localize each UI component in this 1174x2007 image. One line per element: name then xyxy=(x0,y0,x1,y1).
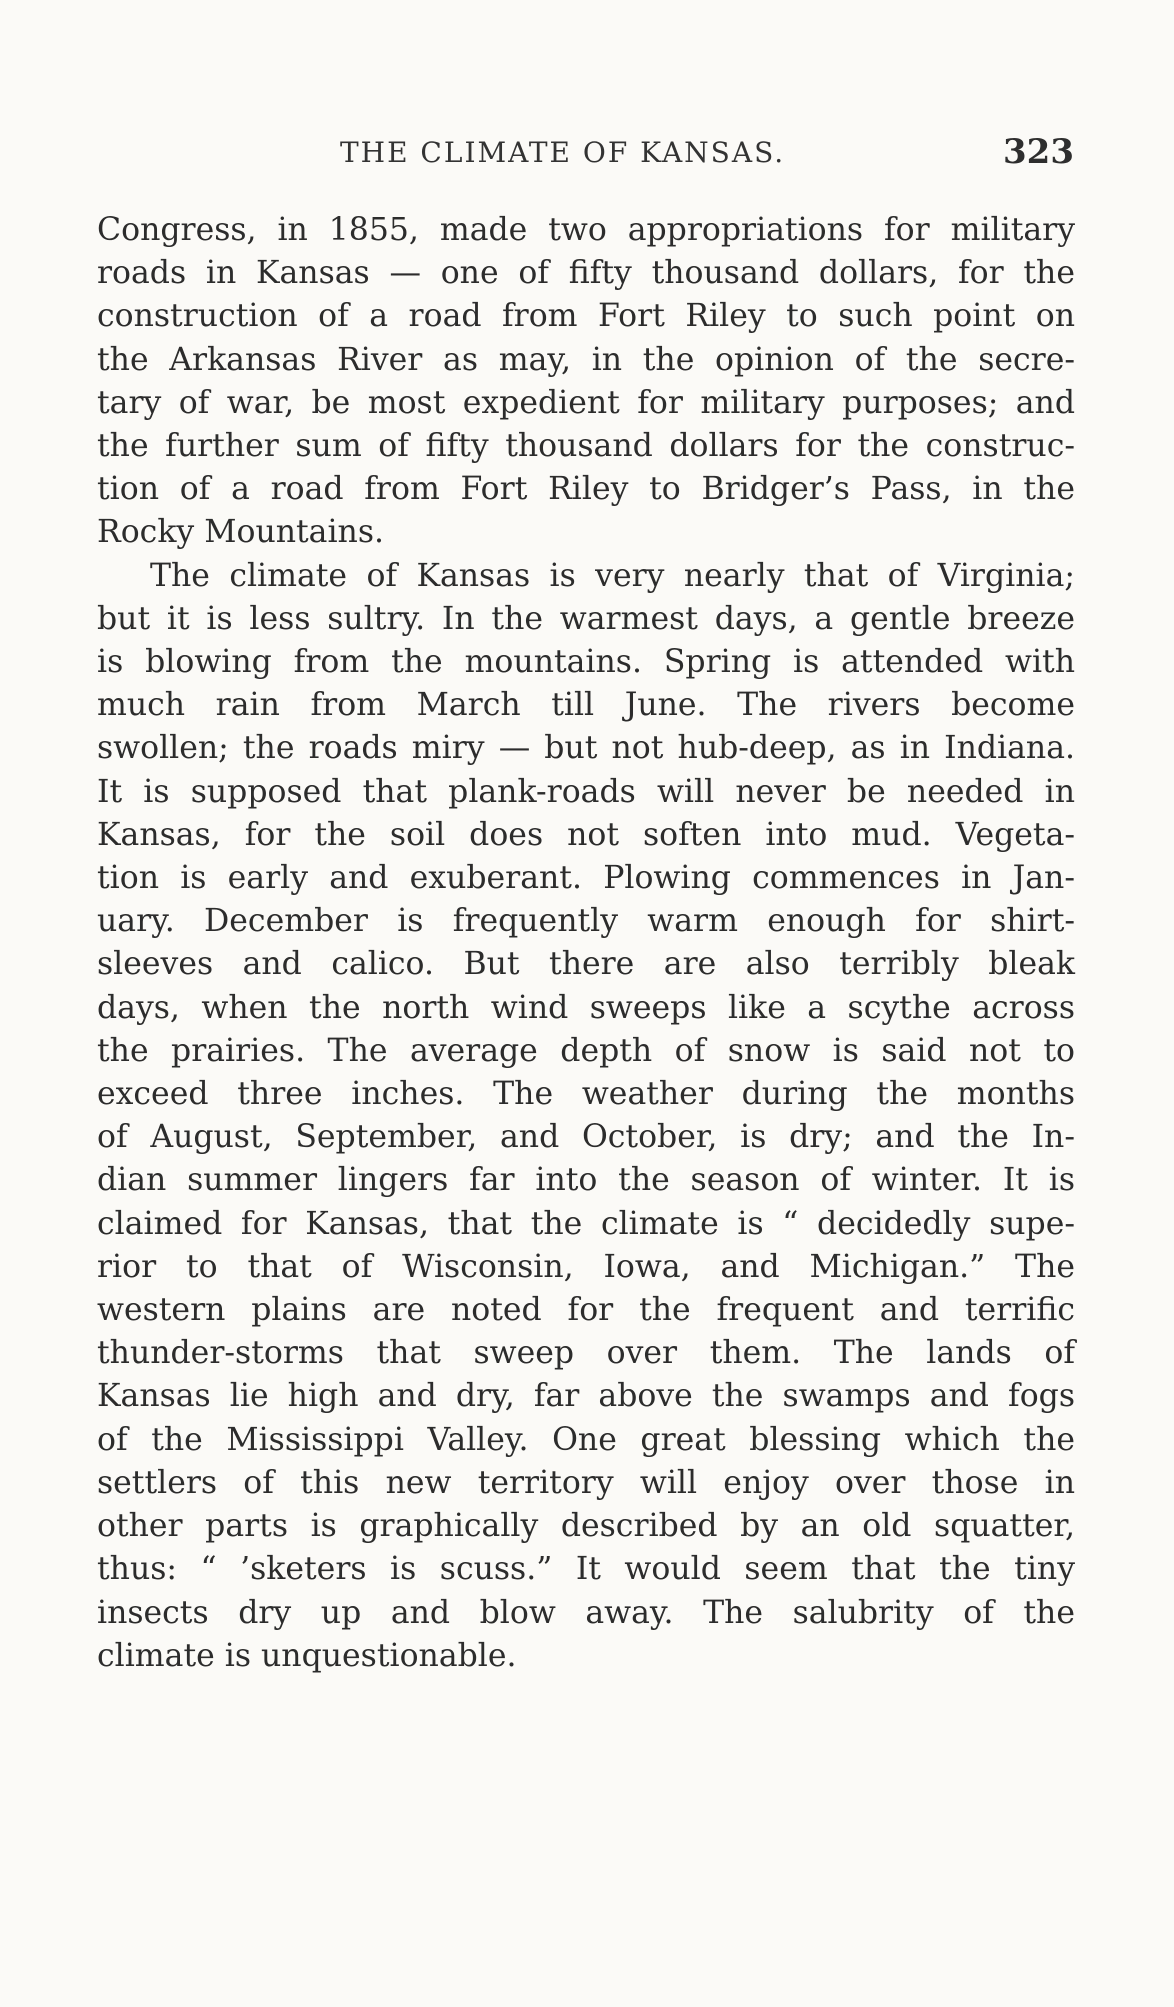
text-line: claimed for Kansas, that the climate is “ decidedly supe- xyxy=(97,1205,1075,1242)
text-line: the Arkansas River as may, in the opinion of the secre- xyxy=(97,341,1075,378)
text-line: roads in Kansas — one of fifty thousand dollars, for the xyxy=(97,255,1075,292)
text-line: uary. December is frequently warm enough for shirt- xyxy=(97,903,1075,940)
text-line: Kansas, for the soil does not soften into mud. Vegeta- xyxy=(97,816,1075,853)
text-line: The climate of Kansas is very nearly that of Virginia; xyxy=(150,557,1075,594)
text-line: is blowing from the mountains. Spring is attended with xyxy=(97,644,1075,681)
text-line: the prairies. The average depth of snow is said not to xyxy=(97,1032,1075,1069)
text-line: It is supposed that plank-roads will never be needed in xyxy=(97,773,1075,810)
text-line: settlers of this new territory will enjoy over those in xyxy=(97,1464,1075,1501)
text-line: insects dry up and blow away. The salubrity of the xyxy=(97,1594,1075,1631)
text-line: days, when the north wind sweeps like a scythe across xyxy=(97,989,1075,1026)
text-line: dian summer lingers far into the season of winter. It is xyxy=(97,1162,1075,1199)
text-line: sleeves and calico. But there are also terribly bleak xyxy=(97,946,1075,983)
text-line: tion of a road from Fort Riley to Bridger’s Pass, in the xyxy=(97,471,1075,508)
text-line: swollen; the roads miry — but not hub-deep, as in Indiana. xyxy=(97,730,1075,767)
text-line: climate is unquestionable. xyxy=(97,1637,517,1674)
text-line: Congress, in 1855, made two appropriations for military xyxy=(97,212,1075,248)
text-line: the further sum of fifty thousand dollars for the construc- xyxy=(97,428,1075,465)
text-line: tary of war, be most expedient for military purposes; and xyxy=(97,384,1075,421)
text-line: Rocky Mountains. xyxy=(97,514,384,551)
body-text xyxy=(97,209,1075,1678)
text-line: much rain from March till June. The rivers become xyxy=(97,687,1075,724)
text-line: thus: “ ’sketers is scuss.” It would seem that the tiny xyxy=(97,1551,1075,1588)
page-number: 323 xyxy=(1003,132,1074,172)
text-line: Kansas lie high and dry, far above the swamps and fogs xyxy=(97,1378,1075,1415)
text-line: of August, September, and October, is dry; and the In- xyxy=(97,1119,1075,1156)
text-line: other parts is graphically described by an old squatter, xyxy=(97,1508,1075,1545)
text-line: but it is less sultry. In the warmest days, a gentle breeze xyxy=(97,600,1075,637)
running-title: THE CLIMATE OF KANSAS. xyxy=(340,136,786,169)
text-line: tion is early and exuberant. Plowing commences in Jan- xyxy=(97,860,1075,897)
text-line: construction of a road from Fort Riley to such point on xyxy=(97,298,1075,335)
text-line: western plains are noted for the frequent and terrific xyxy=(97,1292,1075,1329)
text-line: thunder-storms that sweep over them. The lands of xyxy=(97,1335,1075,1372)
text-line: of the Mississippi Valley. One great blessing which the xyxy=(97,1421,1075,1458)
text-line: rior to that of Wisconsin, Iowa, and Michigan.” The xyxy=(97,1248,1075,1285)
text-line: exceed three inches. The weather during the months xyxy=(97,1076,1075,1113)
